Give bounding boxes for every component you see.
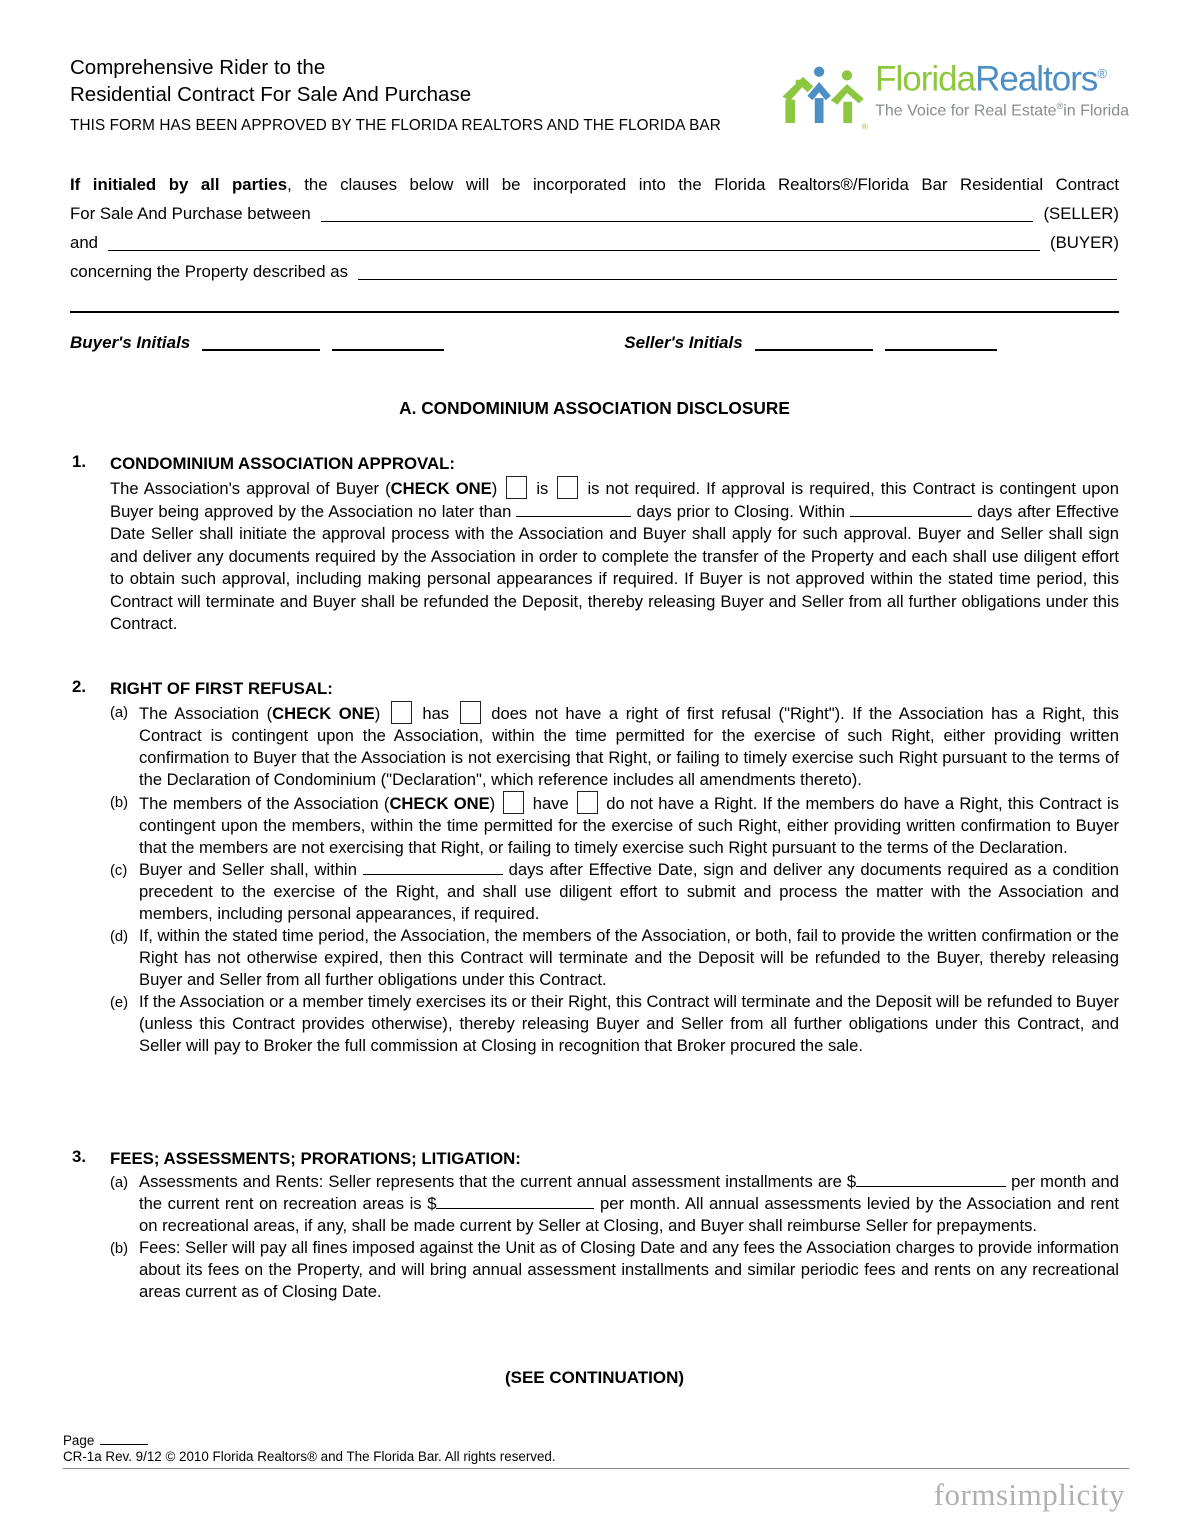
clause-2a-check-one-label: CHECK ONE — [272, 704, 375, 723]
clause-2c-text-segment: Buyer and Seller shall, within — [139, 860, 357, 879]
clause-3b-body: Fees: Seller will pay all fines imposed against the Unit as of Closing Date and any fees the Association charges to provide information about its fees on the Property, and will bring annual assessment installments and similar periodic fees and rents on any recreational areas current as of Closing Date. — [139, 1238, 1119, 1301]
clause-1-text-segment: days after Effective Date Seller shall initiate the approval process with the Association and Buyer shall apply for such approval. Buyer and Seller shall sign and deliver any documents required by the Association in order to complete the transfer of the Property and each shall use diligent effort to obtain such approval, including making personal appearances if required. If Buyer is not approved within the stated time period, this Contract will terminate and Buyer shall be refunded the Deposit, thereby releasing Buyer and Seller from all further obligations under this Contract. — [110, 501, 1119, 633]
intro-lead-bold: If initialed by all parties — [70, 175, 288, 194]
clause-2a-item — [110, 701, 1119, 791]
clause-2a-text-segment: ) — [374, 704, 381, 723]
logo-tagline — [875, 101, 1129, 120]
see-continuation-note: (SEE CONTINUATION) — [504, 1368, 685, 1387]
buyers-initials-field-2[interactable] — [332, 347, 444, 351]
clause-2a-body — [139, 701, 1119, 791]
logo-tagline-registered-mark: ® — [1056, 100, 1064, 111]
form-title-line1: Comprehensive Rider to the — [70, 56, 326, 79]
clause-3a-text-segment: per month. All annual assessments levied by the Association and rent on recreational areas, if any, shall be made current by Seller at Closing, and Buyer shall reimburse Seller for prepayments. — [139, 1194, 1119, 1235]
sellers-initials-label: Seller's Initials — [624, 333, 743, 352]
clause-2d-body: If, within the stated time period, the Association, the members of the Association, or both, fail to provide the written confirmation or the Right has not otherwise expired, then this Contract will terminate and the Deposit will be refunded to the Buyer, thereby releasing Buyer and Seller from all further obligations under this Contract. — [139, 926, 1119, 989]
association-has-right-checkbox[interactable] — [391, 701, 412, 724]
page-label: Page — [63, 1433, 95, 1448]
clause-2d-item — [110, 925, 1119, 991]
seller-label: (SELLER) — [1043, 204, 1119, 223]
clause-1-text-segment: ) — [491, 479, 498, 498]
buyers-initials-label: Buyer's Initials — [70, 333, 191, 352]
svg-text:®: ® — [861, 122, 868, 132]
florida-realtors-logo — [781, 56, 1129, 138]
approval-is-not-required-checkbox[interactable] — [557, 476, 578, 499]
buyer-name-field[interactable] — [108, 248, 1040, 251]
clause-2e-label: (e) — [110, 995, 129, 1011]
clause-1-text-segment: is not required. If approval is required, this Contract is contingent upon Buyer being approved by the Association no later than — [110, 479, 1119, 521]
clause-3b-label: (b) — [110, 1241, 129, 1257]
clause-2 — [70, 677, 1119, 1057]
clause-2a-text-segment: The Association ( — [139, 704, 273, 723]
clause-1-check-one-label: CHECK ONE — [390, 479, 492, 498]
clause-2b-text-segment: ) — [489, 794, 496, 813]
clause-2a-text-segment: does not have a right of first refusal ("Right"). If the Association has a Right, this Contract is contingent upon the Association, within the time permitted for the exercise of such Right, either providing written confirmation to Buyer that the Association is not exercising that Right, or failing to timely exercise such Right pursuant to the terms of the Declaration of Condominium ("Declaration", which reference includes all amendments thereto). — [139, 704, 1119, 789]
clause-3a-text-segment: per month and the current rent on recreation areas is — [139, 1172, 1119, 1213]
buyers-initials-field-1[interactable] — [202, 347, 320, 351]
intro-and-text: and — [70, 233, 98, 252]
association-does-not-have-right-checkbox[interactable] — [460, 701, 481, 724]
clause-2a-text-segment: has — [422, 704, 450, 723]
clause-2e-item — [110, 991, 1119, 1057]
clause-2c-item — [110, 859, 1119, 925]
clause-1-text-segment: days prior to Closing. Within — [636, 501, 846, 521]
dollar-sign: $ — [427, 1194, 437, 1213]
clause-1-heading: CONDOMINIUM ASSOCIATION APPROVAL: — [110, 454, 455, 473]
form-title-line2: Residential Contract For Sale And Purchase — [70, 83, 472, 106]
logo-registered-mark: ® — [1097, 66, 1107, 81]
clause-3a-body — [139, 1171, 1119, 1237]
clause-2b-label: (b) — [110, 795, 129, 811]
clause-1-text-segment: The Association's approval of Buyer ( — [110, 479, 391, 498]
clause-2e-body: If the Association or a member timely exercises its or their Right, this Contract will terminate and the Deposit will be refunded to Buyer (unless this Contract provides otherwise), thereby releasing Buyer and Seller from all further obligations under this Contract, and Seller will pay to Broker the full commission at Closing in recognition that Broker procured the sale. — [139, 992, 1119, 1055]
intro-paragraph — [70, 170, 1119, 313]
form-title-block — [70, 54, 721, 139]
clause-2c-text-segment: days after Effective Date, sign and deliver any documents required as a condition precedent to the exercise of the Right, and shall use diligent effort to submit and process the matter with the Association and members, including personal appearances, if required. — [139, 860, 1119, 923]
footer-divider — [63, 1468, 1129, 1469]
logo-brand-florida: Florida — [875, 59, 976, 99]
sellers-initials-field-1[interactable] — [755, 347, 873, 351]
clause-2b-text-segment: The members of the Association ( — [139, 794, 390, 813]
initials-row — [70, 333, 1119, 353]
clause-3-heading: FEES; ASSESSMENTS; PRORATIONS; LITIGATION: — [110, 1149, 521, 1168]
clause-3 — [70, 1147, 1119, 1303]
florida-realtors-houses-icon — [781, 56, 869, 138]
clause-2c-body — [139, 859, 1119, 925]
dollar-sign: $ — [846, 1172, 857, 1191]
clause-2b-item — [110, 791, 1119, 859]
clause-2b-body — [139, 791, 1119, 859]
days-after-effective-date-field[interactable] — [850, 503, 972, 517]
footer-page-row — [63, 1433, 1129, 1449]
property-description-field-line2[interactable] — [70, 302, 1119, 313]
clause-1 — [70, 452, 1119, 636]
clause-3a-item — [110, 1171, 1119, 1237]
clause-2a-label: (a) — [110, 705, 129, 721]
clause-1-text-segment: is — [536, 479, 549, 498]
members-do-not-have-right-checkbox[interactable] — [577, 791, 598, 814]
formsimplicity-watermark: formsimplicity — [933, 1477, 1125, 1512]
intro-between-text: For Sale And Purchase between — [70, 204, 311, 223]
days-prior-to-closing-field[interactable] — [516, 503, 631, 517]
intro-line2 — [70, 199, 1119, 228]
intro-concerning-text: concerning the Property described as — [70, 262, 348, 281]
seller-name-field[interactable] — [321, 219, 1034, 222]
intro-line3 — [70, 228, 1119, 257]
annual-assessment-amount-field[interactable] — [856, 1173, 1006, 1187]
recreation-rent-amount-field[interactable] — [436, 1195, 594, 1209]
intro-lead-rest: , the clauses below will be incorporated into the Florida Realtors®/Florida Bar Residential Contract — [287, 175, 1120, 194]
buyers-initials-group — [70, 333, 444, 353]
logo-text-block — [875, 56, 1129, 120]
clause-2b-text-segment: have — [532, 794, 569, 813]
clause-2d-label: (d) — [110, 929, 129, 945]
intro-line4 — [70, 257, 1119, 286]
clause-2b-check-one-label: CHECK ONE — [389, 794, 490, 813]
logo-brand-realtors: Realtors — [975, 59, 1098, 99]
clause-3-number: 3. — [72, 1147, 86, 1166]
approval-is-required-checkbox[interactable] — [506, 476, 527, 499]
form-id-line: CR-1a Rev. 9/12 © 2010 Florida Realtors® and The Florida Bar. All rights reserved. — [63, 1449, 556, 1464]
logo-tagline-text: The Voice for Real Estate — [875, 101, 1057, 119]
section-a-title: A. CONDOMINIUM ASSOCIATION DISCLOSURE — [399, 398, 790, 418]
form-header — [70, 54, 1129, 139]
intro-line1 — [70, 170, 1119, 199]
clause-3a-label: (a) — [110, 1175, 129, 1191]
sellers-initials-group — [624, 333, 996, 353]
logo-tagline-suffix: in Florida — [1063, 101, 1129, 119]
clause-2b-text-segment: do not have a Right. If the members do have a Right, this Contract is contingent upon the members, within the time permitted for the exercise of such Right, either providing written confirmation to Buyer that the members are not exercising that Right, or failing to timely exercise such Right pursuant to the terms of the Declaration. — [139, 794, 1119, 857]
page-number-field[interactable] — [100, 1433, 148, 1445]
clause-1-body — [110, 476, 1119, 636]
clause-3a-text-segment: Assessments and Rents: Seller represents that the current annual assessment installments are — [139, 1172, 842, 1191]
clause-2-number: 2. — [72, 677, 86, 696]
logo-brand-text — [875, 56, 1129, 98]
clause-2-heading: RIGHT OF FIRST REFUSAL: — [110, 679, 333, 698]
form-approval-note: THIS FORM HAS BEEN APPROVED BY THE FLORIDA REALTORS AND THE FLORIDA BAR — [70, 117, 721, 134]
clause-1-number: 1. — [72, 452, 86, 471]
sellers-initials-field-2[interactable] — [885, 347, 997, 351]
buyer-label: (BUYER) — [1050, 233, 1119, 252]
days-to-sign-deliver-field[interactable] — [363, 861, 503, 875]
form-footer — [63, 1433, 1129, 1469]
members-have-right-checkbox[interactable] — [503, 791, 524, 814]
property-description-field[interactable] — [358, 277, 1117, 280]
clause-2c-label: (c) — [110, 863, 128, 879]
clause-3b-item — [110, 1237, 1119, 1303]
